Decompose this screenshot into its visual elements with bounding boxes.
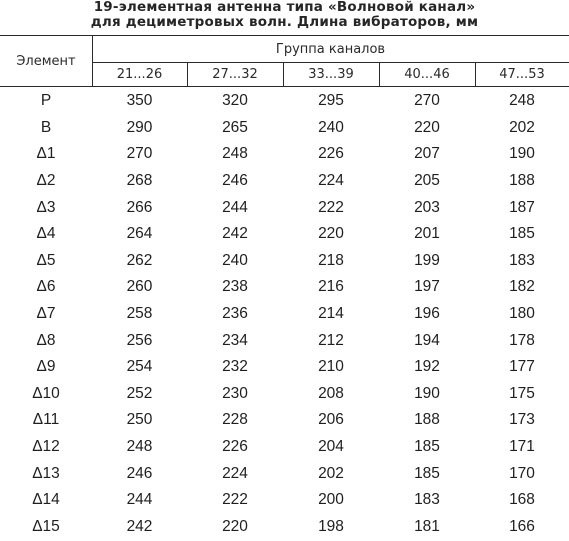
length-value: 220	[318, 225, 344, 243]
table-row	[0, 434, 569, 461]
length-value: 222	[222, 491, 248, 509]
length-value: 252	[126, 384, 153, 402]
length-value: 220	[414, 118, 440, 136]
length-value: 290	[126, 118, 153, 136]
length-value: 187	[509, 198, 535, 216]
table-row	[0, 301, 569, 328]
table-row	[0, 514, 569, 541]
length-value: 192	[414, 358, 440, 376]
table-row	[0, 460, 569, 487]
channel-range-header: 47...53	[499, 66, 545, 82]
element-label: Δ11	[32, 411, 60, 429]
length-value: 190	[414, 384, 440, 402]
element-label: Δ12	[32, 438, 60, 456]
length-value: 175	[509, 384, 535, 402]
length-value: 206	[318, 411, 344, 429]
length-value: 201	[414, 225, 440, 243]
length-value: 216	[318, 278, 344, 296]
length-value: 248	[222, 145, 248, 163]
table-row	[0, 141, 569, 168]
length-value: 207	[414, 145, 440, 163]
element-label: Р	[40, 92, 52, 110]
length-value: 173	[509, 411, 535, 429]
table-caption	[0, 0, 569, 30]
caption-line-2: для дециметровых волн. Длина вибраторов, мм	[90, 14, 479, 30]
channel-range-header: 27...32	[212, 66, 258, 82]
caption-line-1: 19-элементная антенна типа «Волновой канал»	[93, 0, 476, 15]
length-value: 295	[318, 92, 344, 110]
length-value: 178	[509, 331, 535, 349]
element-label: Δ2	[36, 172, 56, 190]
element-label: Δ1	[36, 145, 56, 163]
length-value: 185	[414, 464, 440, 482]
length-value: 234	[222, 331, 248, 349]
table-row	[0, 168, 569, 195]
length-value: 224	[318, 172, 344, 190]
element-label: В	[40, 118, 52, 136]
channel-range-header: 21...26	[116, 66, 163, 82]
element-label: Δ6	[36, 278, 56, 296]
header-bottom-rule	[0, 86, 569, 87]
length-value: 182	[509, 278, 535, 296]
element-label: Δ5	[36, 251, 56, 269]
channel-range-header: 40...46	[404, 66, 450, 82]
length-value: 242	[222, 225, 248, 243]
length-value: 246	[126, 464, 153, 482]
element-label: Δ9	[36, 358, 56, 376]
length-value: 212	[318, 331, 344, 349]
length-value: 210	[318, 358, 344, 376]
length-value: 170	[509, 464, 535, 482]
length-value: 256	[126, 331, 153, 349]
length-value: 350	[126, 92, 153, 110]
length-value: 258	[126, 305, 153, 323]
length-value: 214	[318, 305, 344, 323]
length-value: 246	[222, 172, 248, 190]
length-value: 248	[126, 438, 153, 456]
length-value: 270	[126, 145, 153, 163]
length-value: 228	[222, 411, 248, 429]
length-value: 230	[222, 384, 248, 402]
length-value: 266	[126, 198, 153, 216]
table-row	[0, 88, 569, 115]
length-value: 198	[318, 517, 344, 535]
length-value: 232	[222, 358, 248, 376]
length-value: 185	[509, 225, 535, 243]
length-value: 196	[414, 305, 440, 323]
table-row	[0, 115, 569, 142]
table-row	[0, 354, 569, 381]
channel-range-header: 33...39	[308, 66, 354, 82]
length-value: 222	[318, 198, 344, 216]
length-value: 202	[318, 464, 344, 482]
length-value: 240	[318, 118, 344, 136]
channel-group-header: Группа каналов	[275, 41, 386, 57]
length-value: 183	[414, 491, 440, 509]
table-row	[0, 248, 569, 275]
length-value: 197	[414, 278, 440, 296]
length-value: 218	[318, 251, 344, 269]
table-row	[0, 327, 569, 354]
length-value: 208	[318, 384, 344, 402]
length-value: 188	[414, 411, 440, 429]
table-row	[0, 381, 569, 408]
length-value: 168	[509, 491, 535, 509]
length-value: 180	[509, 305, 535, 323]
length-value: 220	[222, 517, 248, 535]
table-row	[0, 407, 569, 434]
length-value: 204	[318, 438, 344, 456]
length-value: 224	[222, 464, 248, 482]
table-row	[0, 221, 569, 248]
length-value: 185	[414, 438, 440, 456]
length-value: 242	[126, 517, 153, 535]
length-value: 320	[222, 92, 248, 110]
length-value: 190	[509, 145, 535, 163]
length-value: 188	[509, 172, 535, 190]
length-value: 268	[126, 172, 153, 190]
length-value: 166	[509, 517, 535, 535]
length-value: 177	[509, 358, 535, 376]
element-label: Δ15	[32, 517, 60, 535]
element-column-header: Элемент	[16, 53, 76, 69]
element-label: Δ13	[32, 464, 60, 482]
length-value: 238	[222, 278, 248, 296]
length-value: 202	[509, 118, 535, 136]
length-value: 199	[414, 251, 440, 269]
length-value: 248	[509, 92, 535, 110]
length-value: 236	[222, 305, 248, 323]
length-value: 260	[126, 278, 153, 296]
length-value: 226	[222, 438, 248, 456]
element-label: Δ10	[32, 384, 60, 402]
length-value: 181	[414, 517, 440, 535]
element-label: Δ7	[36, 305, 56, 323]
length-value: 244	[126, 491, 153, 509]
element-label: Δ8	[36, 331, 56, 349]
length-value: 262	[126, 251, 153, 269]
length-value: 265	[222, 118, 248, 136]
length-value: 200	[318, 491, 344, 509]
length-value: 254	[126, 358, 153, 376]
length-value: 264	[126, 225, 153, 243]
length-value: 240	[222, 251, 248, 269]
table-row	[0, 194, 569, 221]
length-value: 203	[414, 198, 440, 216]
table-row	[0, 487, 569, 514]
length-value: 183	[509, 251, 535, 269]
length-value: 244	[222, 198, 248, 216]
element-label: Δ3	[36, 198, 56, 216]
length-value: 205	[414, 172, 440, 190]
length-value: 250	[126, 411, 153, 429]
length-value: 171	[509, 438, 535, 456]
element-label: Δ4	[36, 225, 56, 243]
length-value: 194	[414, 331, 440, 349]
element-label: Δ14	[32, 491, 60, 509]
table-body	[0, 88, 569, 540]
length-value: 270	[414, 92, 440, 110]
table-row	[0, 274, 569, 301]
length-value: 226	[318, 145, 344, 163]
